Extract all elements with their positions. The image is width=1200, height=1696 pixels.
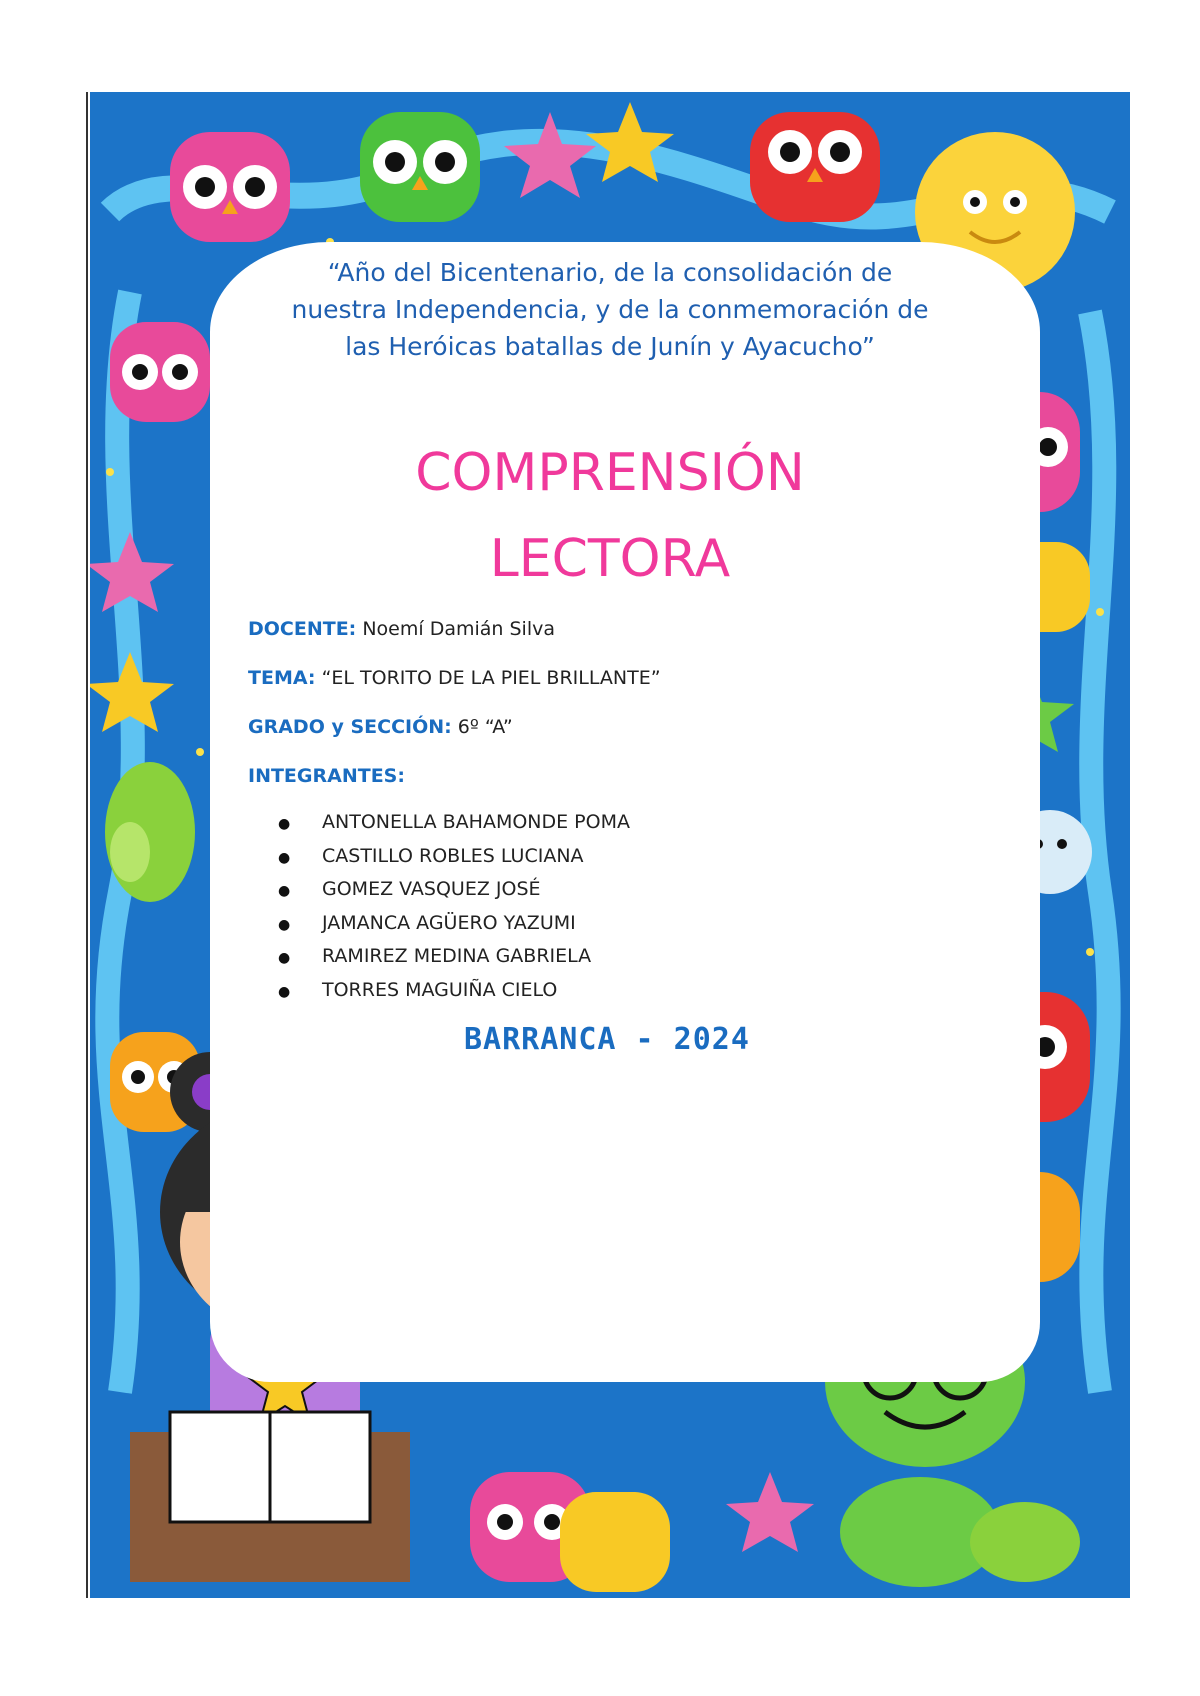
list-item: ● ANTONELLA BAHAMONDE POMA — [278, 806, 630, 840]
place-year: BARRANCA - 2024 — [464, 1022, 750, 1057]
bullet-icon: ● — [278, 950, 291, 966]
integrantes-row — [248, 765, 405, 787]
list-item: ● TORRES MAGUIÑA CIELO — [278, 974, 630, 1008]
list-item: ● CASTILLO ROBLES LUCIANA — [278, 840, 630, 874]
motto-line-2: nuestra Independencia, y de la conmemoración de — [291, 295, 929, 324]
official-year-motto — [230, 254, 990, 365]
docente-row — [248, 618, 555, 640]
cover-title — [300, 430, 920, 602]
bullet-icon: ● — [278, 916, 291, 933]
list-item: ● RAMIREZ MEDINA GABRIELA — [278, 940, 630, 974]
bullet-icon: ● — [278, 849, 291, 866]
integrantes-label: INTEGRANTES: — [248, 765, 405, 787]
bullet-icon: ● — [278, 983, 291, 1000]
title-line-2: LECTORA — [489, 529, 731, 589]
docente-value: Noemí Damián Silva — [362, 618, 555, 640]
motto-line-3: las Heróicas batallas de Junín y Ayacucho” — [345, 332, 875, 361]
bullet-icon: ● — [278, 883, 291, 899]
list-item: ● JAMANCA AGÜERO YAZUMI — [278, 907, 630, 941]
members-list — [278, 806, 630, 1007]
tema-row — [248, 667, 661, 689]
tema-label: TEMA: — [248, 667, 316, 689]
grado-label: GRADO y SECCIÓN: — [248, 716, 452, 738]
docente-label: DOCENTE: — [248, 618, 357, 640]
bullet-icon: ● — [278, 816, 291, 832]
grado-value: 6º “A” — [457, 716, 513, 738]
list-item: ● GOMEZ VASQUEZ JOSÉ — [278, 873, 630, 907]
motto-line-1: “Año del Bicentenario, de la consolidación de — [327, 258, 893, 287]
title-line-1: COMPRENSIÓN — [415, 443, 805, 503]
tema-value: “EL TORITO DE LA PIEL BRILLANTE” — [321, 667, 661, 689]
grado-row — [248, 716, 513, 738]
